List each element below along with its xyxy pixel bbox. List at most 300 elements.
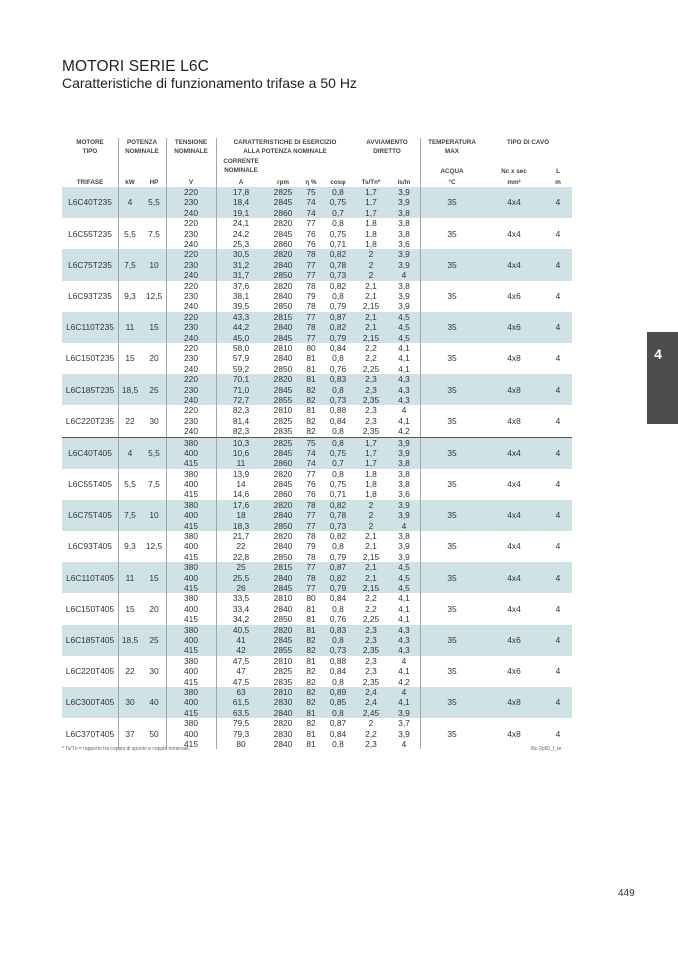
- cosphi-cell: 0,87: [329, 718, 347, 729]
- efficiency-cell: 82: [306, 666, 316, 677]
- column-divider: [216, 374, 217, 405]
- voltage-cell: 400: [184, 603, 198, 614]
- rpm-cell: 2860: [273, 489, 293, 500]
- table-row: [62, 197, 572, 207]
- rpm-cell: 2810: [273, 342, 293, 353]
- is-in-cell: 4,5: [398, 332, 410, 343]
- efficiency-cell: 80: [306, 342, 316, 353]
- cosphi-cell: 0,73: [329, 645, 347, 656]
- cosphi-cell: 0,73: [329, 270, 347, 281]
- cosphi-cell: 0,71: [329, 238, 347, 249]
- voltage-cell: 230: [184, 197, 198, 208]
- efficiency-cell: 82: [306, 635, 316, 646]
- is-in-cell: 4,1: [398, 415, 410, 426]
- column-divider: [118, 187, 119, 218]
- cable-section: 4x8: [507, 353, 521, 364]
- motor-type: L6C110T405: [66, 572, 114, 583]
- voltage-cell: 415: [184, 520, 198, 531]
- column-divider: [216, 469, 217, 500]
- water-temp: 35: [447, 479, 457, 490]
- page-number: 449: [618, 888, 635, 899]
- motor-group: [62, 281, 572, 312]
- cosphi-cell: 0,79: [329, 332, 347, 343]
- ts-tn-cell: 2,1: [365, 562, 377, 573]
- column-divider: [118, 687, 119, 718]
- efficiency-cell: 77: [306, 218, 316, 229]
- rpm-cell: 2820: [273, 280, 293, 291]
- column-divider: [420, 138, 421, 190]
- current-cell: 22,8: [232, 551, 250, 562]
- header-tensione-nominale: NOMINALE: [174, 148, 208, 156]
- rpm-cell: 2860: [273, 458, 293, 469]
- column-divider: [118, 218, 119, 249]
- current-cell: 63: [236, 687, 246, 697]
- power-kw: 11: [125, 322, 135, 333]
- is-in-cell: 3,9: [398, 551, 410, 562]
- is-in-cell: 4,1: [398, 614, 410, 625]
- cable-length: 4: [555, 384, 561, 395]
- ts-tn-cell: 2: [368, 718, 374, 729]
- cosphi-cell: 0,84: [329, 415, 347, 426]
- table-row: [62, 291, 572, 301]
- motor-table: [62, 187, 572, 749]
- voltage-cell: 415: [184, 614, 198, 625]
- unit-hp: HP: [149, 178, 159, 186]
- power-kw: 15: [125, 603, 135, 614]
- water-temp: 35: [447, 322, 457, 333]
- voltage-cell: 230: [184, 259, 198, 270]
- unit-cos: cosφ: [330, 178, 346, 186]
- is-in-cell: 3,6: [398, 238, 410, 249]
- efficiency-cell: 82: [306, 426, 316, 437]
- voltage-cell: 220: [184, 342, 198, 353]
- cosphi-cell: 0,8: [332, 676, 344, 687]
- rpm-cell: 2820: [273, 374, 293, 385]
- cosphi-cell: 0,88: [329, 655, 347, 666]
- rpm-cell: 2825: [273, 415, 293, 426]
- motor-group: [62, 437, 572, 469]
- efficiency-cell: 81: [306, 405, 316, 416]
- efficiency-cell: 74: [306, 458, 316, 469]
- table-row: [62, 395, 572, 405]
- is-in-cell: 3,9: [398, 707, 410, 718]
- rpm-cell: 2835: [273, 426, 293, 437]
- column-divider: [166, 138, 167, 190]
- voltage-cell: 230: [184, 290, 198, 301]
- unit-trifase: TRIFASE: [76, 178, 104, 186]
- ts-tn-cell: 1,7: [365, 447, 377, 458]
- cable-length: 4: [555, 353, 561, 364]
- power-hp: 7,5: [148, 228, 160, 239]
- ts-tn-cell: 1,7: [365, 458, 377, 469]
- motor-group: [62, 625, 572, 656]
- current-cell: 57,9: [232, 353, 250, 364]
- is-in-cell: 3,9: [398, 197, 410, 208]
- rpm-cell: 2850: [273, 363, 293, 374]
- ts-tn-cell: 2: [368, 270, 374, 281]
- table-row: [62, 405, 572, 415]
- column-divider: [166, 374, 167, 405]
- table-row: [62, 479, 572, 489]
- current-cell: 18,3: [232, 520, 250, 531]
- current-cell: 22: [236, 541, 246, 552]
- current-cell: 45,0: [232, 332, 250, 343]
- page-subtitle: Caratteristiche di funzionamento trifase a 50 Hz: [62, 75, 357, 91]
- current-cell: 79,5: [232, 718, 250, 729]
- column-divider: [216, 438, 217, 469]
- column-divider: [166, 438, 167, 469]
- voltage-cell: 415: [184, 676, 198, 687]
- is-in-cell: 3,9: [398, 510, 410, 521]
- cosphi-cell: 0,88: [329, 405, 347, 416]
- cable-length: 4: [555, 635, 561, 646]
- table-row: [62, 500, 572, 510]
- table-row: [62, 458, 572, 468]
- column-divider: [420, 469, 421, 500]
- is-in-cell: 4,3: [398, 635, 410, 646]
- header-motore: MOTORE: [76, 139, 104, 146]
- cable-length: 4: [555, 728, 561, 739]
- is-in-cell: 3,8: [398, 479, 410, 490]
- current-cell: 41: [236, 635, 246, 646]
- current-cell: 11: [236, 458, 246, 469]
- voltage-cell: 220: [184, 405, 198, 416]
- efficiency-cell: 78: [306, 301, 316, 312]
- ts-tn-cell: 2,3: [365, 624, 377, 635]
- cosphi-cell: 0,8: [332, 187, 344, 197]
- column-divider: [118, 138, 119, 190]
- power-hp: 5,5: [148, 197, 160, 208]
- voltage-cell: 230: [184, 415, 198, 426]
- cable-length: 4: [555, 572, 561, 583]
- column-divider: [166, 312, 167, 343]
- power-hp: 25: [149, 384, 159, 395]
- rpm-cell: 2820: [273, 624, 293, 635]
- efficiency-cell: 77: [306, 259, 316, 270]
- motor-type: L6C150T235: [65, 353, 115, 364]
- current-cell: 63,5: [232, 707, 250, 718]
- current-cell: 79,3: [232, 728, 250, 739]
- voltage-cell: 415: [184, 707, 198, 718]
- cosphi-cell: 0,7: [332, 207, 344, 218]
- motor-type: L6C93T405: [68, 541, 112, 552]
- efficiency-cell: 77: [306, 468, 316, 479]
- is-in-cell: 3,8: [398, 458, 410, 469]
- rpm-cell: 2850: [273, 520, 293, 531]
- column-divider: [420, 312, 421, 343]
- column-divider: [216, 687, 217, 718]
- cable-section: 4x4: [507, 228, 521, 239]
- cosphi-cell: 0,79: [329, 583, 347, 594]
- is-in-cell: 4,2: [398, 676, 410, 687]
- table-row: [62, 301, 572, 311]
- voltage-cell: 415: [184, 738, 198, 749]
- voltage-cell: 240: [184, 332, 198, 343]
- motor-group: [62, 469, 572, 500]
- column-divider: [420, 438, 421, 469]
- cosphi-cell: 0,89: [329, 687, 347, 697]
- table-row: [62, 374, 572, 384]
- table-row: [62, 469, 572, 479]
- rpm-cell: 2840: [273, 572, 293, 583]
- is-in-cell: 3,9: [398, 249, 410, 260]
- current-cell: 72,7: [232, 394, 250, 405]
- voltage-cell: 400: [184, 541, 198, 552]
- power-kw: 22: [125, 666, 135, 677]
- motor-group: [62, 562, 572, 593]
- section-tab-number: 4: [654, 346, 662, 362]
- voltage-cell: 400: [184, 728, 198, 739]
- column-divider: [118, 405, 119, 436]
- current-cell: 10,3: [232, 437, 250, 448]
- header-corrente-nominale: NOMINALE: [224, 166, 258, 174]
- column-divider: [216, 531, 217, 562]
- power-hp: 10: [149, 510, 159, 521]
- column-divider: [420, 374, 421, 405]
- rpm-cell: 2850: [273, 270, 293, 281]
- efficiency-cell: 78: [306, 551, 316, 562]
- is-in-cell: 4,2: [398, 426, 410, 437]
- power-kw: 5,5: [124, 479, 136, 490]
- rpm-cell: 2810: [273, 687, 293, 697]
- water-temp: 35: [447, 635, 457, 646]
- voltage-cell: 400: [184, 447, 198, 458]
- rpm-cell: 2850: [273, 551, 293, 562]
- column-divider: [420, 687, 421, 718]
- cosphi-cell: 0,8: [332, 218, 344, 229]
- power-kw: 7,5: [124, 510, 136, 521]
- is-in-cell: 4,5: [398, 572, 410, 583]
- current-cell: 61,5: [232, 697, 250, 708]
- rpm-cell: 2845: [273, 583, 293, 594]
- is-in-cell: 3,9: [398, 499, 410, 510]
- water-temp: 35: [447, 728, 457, 739]
- cable-section: 4x4: [507, 510, 521, 521]
- table-header: [62, 138, 572, 190]
- ts-tn-cell: 2,3: [365, 738, 377, 749]
- power-kw: 4: [127, 447, 133, 458]
- efficiency-cell: 81: [306, 707, 316, 718]
- ts-tn-cell: 1,8: [365, 489, 377, 500]
- voltage-cell: 220: [184, 218, 198, 229]
- table-row: [62, 322, 572, 332]
- cable-length: 4: [555, 666, 561, 677]
- cable-section: 4x4: [507, 541, 521, 552]
- column-divider: [118, 562, 119, 593]
- table-row: [62, 614, 572, 624]
- column-divider: [166, 531, 167, 562]
- motor-group: [62, 218, 572, 249]
- column-divider: [420, 718, 421, 749]
- rpm-cell: 2860: [273, 238, 293, 249]
- table-row: [62, 604, 572, 614]
- cable-section: 4x6: [507, 322, 521, 333]
- efficiency-cell: 77: [306, 562, 316, 573]
- current-cell: 47,5: [232, 676, 250, 687]
- is-in-cell: 4,1: [398, 697, 410, 708]
- efficiency-cell: 78: [306, 322, 316, 333]
- column-divider: [166, 656, 167, 687]
- efficiency-cell: 82: [306, 676, 316, 687]
- current-cell: 37,6: [232, 280, 250, 291]
- table-row: [62, 573, 572, 583]
- voltage-cell: 415: [184, 583, 198, 594]
- rpm-cell: 2820: [273, 249, 293, 260]
- voltage-cell: 400: [184, 479, 198, 490]
- is-in-cell: 4: [401, 655, 407, 666]
- rpm-cell: 2815: [273, 311, 293, 322]
- table-row: [62, 677, 572, 687]
- cable-length: 4: [555, 290, 561, 301]
- water-temp: 35: [447, 353, 457, 364]
- unit-v: V: [188, 178, 194, 186]
- efficiency-cell: 76: [306, 489, 316, 500]
- efficiency-cell: 81: [306, 614, 316, 625]
- is-in-cell: 3,6: [398, 489, 410, 500]
- power-kw: 11: [125, 572, 135, 583]
- voltage-cell: 240: [184, 394, 198, 405]
- column-divider: [118, 718, 119, 749]
- table-row: [62, 656, 572, 666]
- cosphi-cell: 0,82: [329, 531, 347, 542]
- header-potenza-nominale: NOMINALE: [125, 148, 159, 156]
- current-cell: 59,2: [232, 363, 250, 374]
- motor-group: [62, 343, 572, 374]
- column-divider: [118, 469, 119, 500]
- column-divider: [118, 438, 119, 469]
- power-kw: 37: [125, 728, 135, 739]
- voltage-cell: 380: [184, 437, 198, 448]
- unit-degc: °C: [448, 178, 456, 186]
- cosphi-cell: 0,76: [329, 614, 347, 625]
- power-kw: 30: [125, 697, 135, 708]
- table-row: [62, 510, 572, 520]
- efficiency-cell: 79: [306, 290, 316, 301]
- cable-length: 4: [555, 541, 561, 552]
- column-divider: [166, 249, 167, 280]
- table-row: [62, 718, 572, 728]
- cosphi-cell: 0,82: [329, 280, 347, 291]
- rpm-cell: 2840: [273, 707, 293, 718]
- table-row: [62, 364, 572, 374]
- cable-section: 4x4: [507, 572, 521, 583]
- voltage-cell: 380: [184, 624, 198, 635]
- ts-tn-cell: 2,1: [365, 280, 377, 291]
- is-in-cell: 3,9: [398, 187, 410, 197]
- ts-tn-cell: 2,15: [362, 583, 380, 594]
- water-temp: 35: [447, 290, 457, 301]
- current-cell: 81,4: [232, 415, 250, 426]
- voltage-cell: 220: [184, 374, 198, 385]
- cable-length: 4: [555, 510, 561, 521]
- power-kw: 4: [127, 197, 133, 208]
- current-cell: 17,6: [232, 499, 250, 510]
- voltage-cell: 380: [184, 718, 198, 729]
- motor-group: [62, 656, 572, 687]
- power-kw: 18,5: [121, 635, 139, 646]
- cable-section: 4x8: [507, 384, 521, 395]
- water-temp: 35: [447, 384, 457, 395]
- table-row: [62, 333, 572, 343]
- ts-tn-cell: 1,8: [365, 479, 377, 490]
- power-hp: 30: [149, 415, 159, 426]
- efficiency-cell: 78: [306, 531, 316, 542]
- ts-tn-cell: 1,8: [365, 218, 377, 229]
- power-kw: 15: [125, 353, 135, 364]
- rpm-cell: 2850: [273, 614, 293, 625]
- power-hp: 12,5: [145, 541, 163, 552]
- power-hp: 20: [149, 353, 159, 364]
- cosphi-cell: 0,71: [329, 489, 347, 500]
- is-in-cell: 3,9: [398, 728, 410, 739]
- rpm-cell: 2830: [273, 728, 293, 739]
- table-row: [62, 218, 572, 228]
- ts-tn-cell: 2,2: [365, 603, 377, 614]
- ts-tn-cell: 2,3: [365, 666, 377, 677]
- current-cell: 25: [236, 562, 246, 573]
- current-cell: 18: [236, 510, 246, 521]
- table-row: [62, 489, 572, 499]
- column-divider: [420, 625, 421, 656]
- motor-type: L6C40T405: [68, 447, 112, 458]
- current-cell: 38,1: [232, 290, 250, 301]
- current-cell: 33,4: [232, 603, 250, 614]
- rpm-cell: 2825: [273, 437, 293, 448]
- current-cell: 10,6: [232, 447, 250, 458]
- efficiency-cell: 82: [306, 645, 316, 656]
- unit-eta: η %: [305, 178, 317, 186]
- water-temp: 35: [447, 510, 457, 521]
- unit-m: m: [555, 178, 561, 186]
- cosphi-cell: 0,8: [332, 437, 344, 448]
- current-cell: 40,5: [232, 624, 250, 635]
- header-max: MAX: [445, 148, 459, 156]
- rpm-cell: 2855: [273, 394, 293, 405]
- ts-tn-cell: 2,15: [362, 332, 380, 343]
- cable-section: 4x6: [507, 666, 521, 677]
- rpm-cell: 2845: [273, 197, 293, 208]
- column-divider: [420, 187, 421, 218]
- cosphi-cell: 0,8: [332, 603, 344, 614]
- footnote: * Ts/Tn = rapporto tra coppia di spunto e coppia nominale.: [62, 746, 191, 752]
- efficiency-cell: 79: [306, 541, 316, 552]
- efficiency-cell: 78: [306, 572, 316, 583]
- column-divider: [420, 531, 421, 562]
- ts-tn-cell: 2,2: [365, 728, 377, 739]
- ts-tn-cell: 2: [368, 510, 374, 521]
- current-cell: 82,3: [232, 426, 250, 437]
- ts-tn-cell: 2,35: [362, 645, 380, 656]
- ts-tn-cell: 2,35: [362, 426, 380, 437]
- is-in-cell: 3,8: [398, 531, 410, 542]
- cable-length: 4: [555, 322, 561, 333]
- is-in-cell: 4,1: [398, 342, 410, 353]
- is-in-cell: 3,8: [398, 280, 410, 291]
- voltage-cell: 415: [184, 489, 198, 500]
- table-row: [62, 312, 572, 322]
- cable-section: 4x4: [507, 479, 521, 490]
- column-divider: [216, 343, 217, 374]
- cosphi-cell: 0,82: [329, 572, 347, 583]
- cosphi-cell: 0,8: [332, 541, 344, 552]
- cosphi-cell: 0,79: [329, 301, 347, 312]
- voltage-cell: 400: [184, 635, 198, 646]
- table-code: l6c-2p50_f_te: [531, 746, 562, 752]
- column-divider: [216, 625, 217, 656]
- ts-tn-cell: 2,3: [365, 655, 377, 666]
- voltage-cell: 380: [184, 562, 198, 573]
- column-divider: [166, 687, 167, 718]
